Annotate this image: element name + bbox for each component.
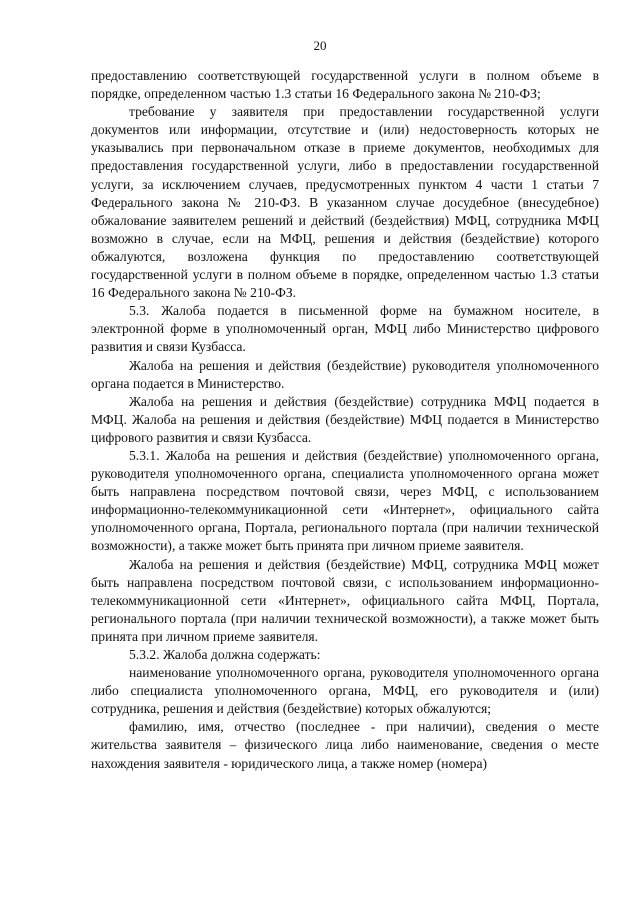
document-body xyxy=(91,67,599,773)
paragraph: требование у заявителя при предоставлении государственной услуги документов или информации, отсутствие и (или) недостоверность которых не указывались при первоначальном отказе в приеме документов, необходимых для предоставления государственной услуги, либо в предоставлении государственной услуги, за исключением случаев, предусмотренных пунктом 4 части 1 статьи 7 Федерального закона № 210-ФЗ. В указанном случае досудебное (внесудебное) обжалование заявителем решений и действий (бездействия) МФЦ, сотрудника МФЦ возможно в случае, если на МФЦ, решения и действия (бездействие) которого обжалуются, возложена функция по предоставлению соответствующей государственной услуги в полном объеме в порядке, определенном частью 1.3 статьи 16 Федерального закона № 210-ФЗ. xyxy=(91,104,599,301)
paragraph: 5.3.1. Жалоба на решения и действия (бездействие) уполномоченного органа, руководителя уполномоченного органа, специалиста уполномоченного органа может быть направлена посредством почтовой связи, через МФЦ, с использованием информационно-телекоммуникационной сети «Интернет», официального сайта уполномоченного органа, Портала, регионального портала (при наличии технической возможности), а также может быть принята при личном приеме заявителя. xyxy=(91,447,599,554)
paragraph: фамилию, имя, отчество (последнее - при наличии), сведения о месте жительства заявителя – физического лица либо наименование, сведения о месте нахождения заявителя - юридического лица, а также номер (номера) xyxy=(91,719,599,771)
paragraph: предоставлению соответствующей государственной услуги в полном объеме в порядке, определенном частью 1.3 статьи 16 Федерального закона № 210-ФЗ; xyxy=(91,68,599,102)
paragraph: Жалоба на решения и действия (бездействие) МФЦ, сотрудника МФЦ может быть направлена посредством почтовой связи, с использованием информационно-телекоммуникационной сети «Интернет», официального сайта МФЦ, Портала, регионального портала (при наличии технической возможности), а также может быть принята при личном приеме заявителя. xyxy=(91,556,599,644)
paragraph: наименование уполномоченного органа, руководителя уполномоченного органа либо специалиста уполномоченного органа, МФЦ, его руководителя и (или) сотрудника, решения и действия (бездействие) которых обжалуются; xyxy=(91,665,599,717)
paragraph: Жалоба на решения и действия (бездействие) сотрудника МФЦ подается в МФЦ. Жалоба на решения и действия (бездействие) МФЦ подается в Министерство цифрового развития и связи Кузбасса. xyxy=(91,393,599,445)
page-number: 20 xyxy=(313,38,327,53)
paragraph: 5.3.2. Жалоба должна содержать: xyxy=(129,647,321,662)
paragraph: Жалоба на решения и действия (бездействие) руководителя уполномоченного органа подается в Министерство. xyxy=(91,357,599,391)
paragraph: 5.3. Жалоба подается в письменной форме на бумажном носителе, в электронной форме в уполномоченный орган, МФЦ либо Министерство цифрового развития и связи Кузбасса. xyxy=(91,303,599,355)
